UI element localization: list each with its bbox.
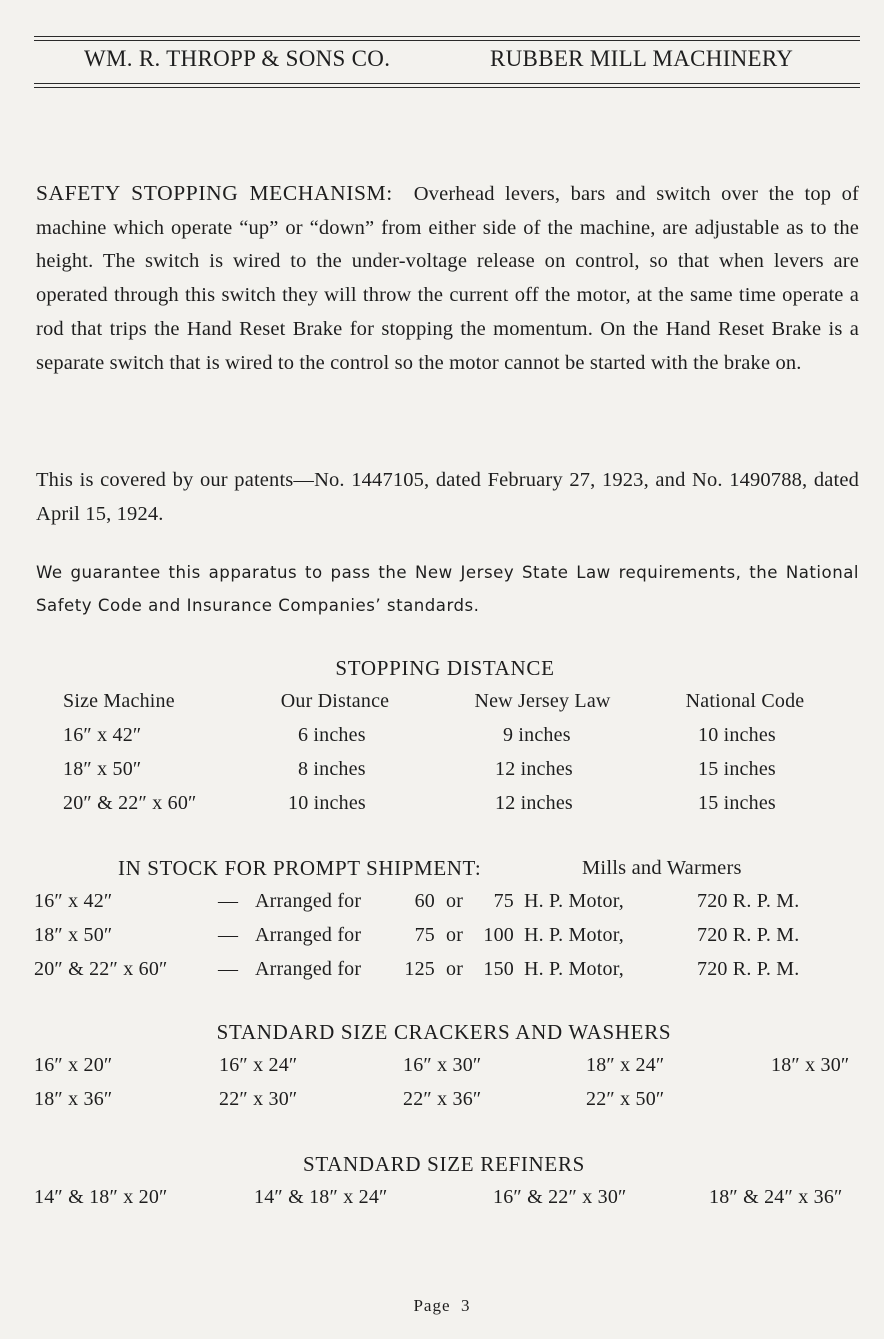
table-cell: 10 inches [698,724,776,746]
refiner-size: 14″ & 18″ x 20″ [34,1186,168,1208]
stock-dash: — [218,958,239,980]
cracker-size: 18″ x 36″ [34,1088,113,1110]
column-header: Size Machine [63,690,175,712]
table-cell: 16″ x 42″ [63,724,142,746]
crackers-title: STANDARD SIZE CRACKERS AND WASHERS [216,1020,672,1044]
column-header: National Code [685,690,805,712]
table-cell: 12 inches [495,758,573,780]
cracker-size: 22″ x 50″ [586,1088,665,1110]
table-cell: 9 inches [503,724,571,746]
stock-dash: — [218,890,239,912]
stopping-distance-title: STOPPING DISTANCE [335,656,555,680]
column-header: New Jersey Law [474,690,611,712]
stock-unit: H. P. Motor, [524,958,624,980]
cracker-size: 22″ x 36″ [403,1088,482,1110]
stock-hp-low: 75 [414,924,435,946]
stock-unit: H. P. Motor, [524,924,624,946]
table-cell: 20″ & 22″ x 60″ [63,792,197,814]
table-cell: 15 inches [698,792,776,814]
cracker-size: 18″ x 30″ [771,1054,850,1076]
table-cell: 6 inches [298,724,366,746]
safety-body: Overhead levers, bars and switch over the top of machine which operate “up” or “down” from either side of the machine, are adjustable as to the height. The switch is wired to the under-voltage release on control, so that when levers are operated through this switch they will throw the current off the motor, at the same time operate a rod that trips the Hand Reset Brake for stopping the momentum. On the Hand Reset Brake is a separate switch that is wired to the control so the motor cannot be started with the brake on. [36,183,859,374]
table-cell: 15 inches [698,758,776,780]
stock-rpm: 720 R. P. M. [697,924,800,946]
refiner-size: 16″ & 22″ x 30″ [493,1186,627,1208]
company-name: WM. R. THROPP & SONS CO. [84,46,391,71]
stock-rpm: 720 R. P. M. [697,890,800,912]
cracker-size: 16″ x 20″ [34,1054,113,1076]
stock-size: 18″ x 50″ [34,924,113,946]
cracker-size: 16″ x 24″ [219,1054,298,1076]
page-number: Page 3 [413,1296,471,1315]
cracker-size: 16″ x 30″ [403,1054,482,1076]
stock-arranged: Arranged for [255,890,362,912]
product-line: RUBBER MILL MACHINERY [490,46,794,71]
stock-hp-low: 125 [404,958,435,980]
table-cell: 18″ x 50″ [63,758,142,780]
cracker-size: 18″ x 24″ [586,1054,665,1076]
refiner-size: 18″ & 24″ x 36″ [709,1186,843,1208]
header-bottom-rule [34,83,860,84]
patents-paragraph: This is covered by our patents—No. 1447105, dated February 27, 1923, and No. 1490788, dated April 15, 1924. [36,469,859,525]
stock-hp-high: 75 [493,890,514,912]
stock-arranged: Arranged for [255,958,362,980]
safety-paragraph [36,177,859,380]
stock-dash: — [218,924,239,946]
header-top-rule [34,36,860,37]
stock-rpm: 720 R. P. M. [697,958,800,980]
stock-unit: H. P. Motor, [524,890,624,912]
refiners-title: STANDARD SIZE REFINERS [302,1152,586,1176]
header-bottom-rule-2 [34,87,860,88]
stock-size: 20″ & 22″ x 60″ [34,958,168,980]
table-cell: 8 inches [298,758,366,780]
stock-or: or [446,958,464,980]
in-stock-subtitle: Mills and Warmers [582,857,742,879]
cracker-size: 22″ x 30″ [219,1088,298,1110]
refiner-size: 14″ & 18″ x 24″ [254,1186,388,1208]
guarantee-paragraph: We guarantee this apparatus to pass the New Jersey State Law requirements, the National Safety Code and Insurance Companies’ standards. [36,563,859,615]
table-cell: 12 inches [495,792,573,814]
stock-size: 16″ x 42″ [34,890,113,912]
stock-or: or [446,924,464,946]
stock-hp-high: 100 [483,924,514,946]
stock-or: or [446,890,464,912]
stock-hp-low: 60 [414,890,435,912]
stock-hp-high: 150 [483,958,514,980]
safety-heading: SAFETY STOPPING MECHANISM: [36,181,393,205]
table-cell: 10 inches [288,792,366,814]
in-stock-title: IN STOCK FOR PROMPT SHIPMENT: [118,856,482,880]
header-top-rule-2 [34,40,860,41]
stock-arranged: Arranged for [255,924,362,946]
column-header: Our Distance [280,690,390,712]
